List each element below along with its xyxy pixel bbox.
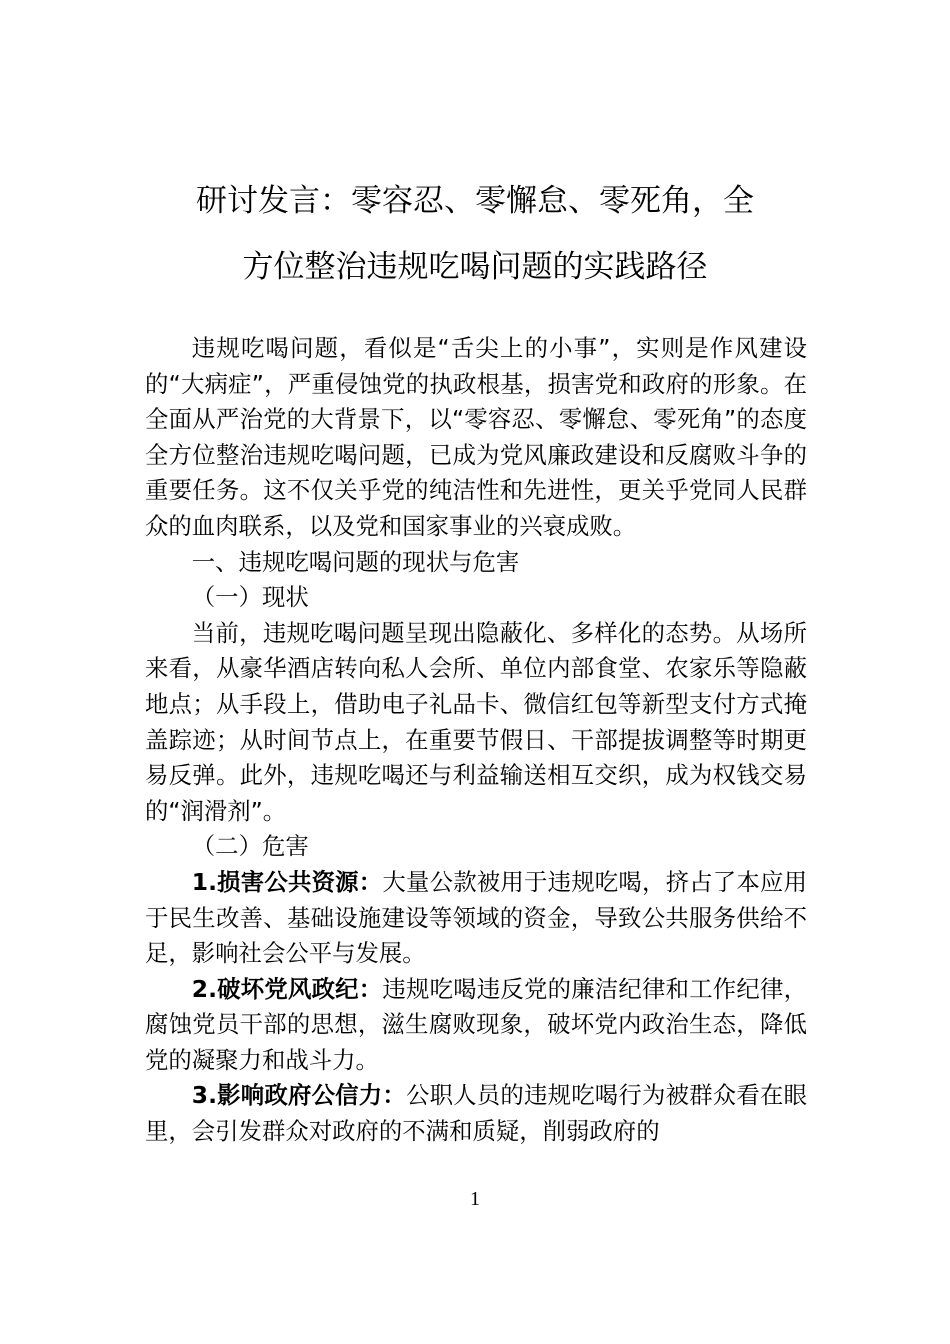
harm-item-3 — [145, 1078, 807, 1149]
page-number: 1 — [470, 1188, 480, 1210]
page-title — [145, 168, 805, 300]
harm-item-1-label: 1.损害公共资源： — [191, 867, 383, 896]
title-line-1: 研讨发言：零容忍、零懈怠、零死角，全 — [196, 183, 754, 219]
harm-item-2-label: 2.破坏党风政纪： — [191, 974, 383, 1003]
harm-item-3-text: 公职人员的违规吃喝行为被群众看在眼里，会引发群众对政府的不满和质疑，削弱政府的 — [145, 1081, 807, 1146]
status-paragraph: 当前，违规吃喝问题呈现出隐蔽化、多样化的态势。从场所来看，从豪华酒店转向私人会所、单位内部食堂、农家乐等隐蔽地点；从手段上，借助电子礼品卡、微信红包等新型支付方式掩盖踪迹；从时间节点上，在重要节假日、干部提拔调整等时期更易反弹。此外，违规吃喝还与利益输送相互交织，成为权钱交易的“润滑剂”。 — [145, 618, 807, 825]
harm-item-1-text: 大量公款被用于违规吃喝，挤占了本应用于民生改善、基础设施建设等领域的资金，导致公共服务供给不足，影响社会公平与发展。 — [145, 867, 808, 968]
harm-item-2 — [145, 972, 807, 1079]
section-heading-1: 一、违规吃喝问题的现状与危害 — [191, 547, 520, 576]
harm-item-3-label: 3.影响政府公信力： — [191, 1081, 406, 1110]
harm-item-2-text: 违规吃喝违反党的廉洁纪律和工作纪律，腐蚀党员干部的思想，滋生腐败现象，破坏党内政治生态，降低党的凝聚力和战斗力。 — [145, 974, 808, 1074]
document-body — [145, 331, 807, 1150]
subsection-heading-harm: （二）危害 — [191, 832, 309, 861]
intro-paragraph: 违规吃喝问题，看似是“舌尖上的小事”，实则是作风建设的“大病症”，严重侵蚀党的执政根基，损害党和政府的形象。在全面从严治党的大背景下，以“零容忍、零懈怠、零死角”的态度全方位整治违规吃喝问题，已成为党风廉政建设和反腐败斗争的重要任务。这不仅关乎党的纯洁性和先进性，更关乎党同人民群众的血肉联系，以及党和国家事业的兴衰成败。 — [145, 334, 807, 540]
harm-item-1 — [145, 865, 807, 972]
subsection-heading-status: （一）现状 — [191, 583, 309, 612]
title-line-2: 方位整治违规吃喝问题的实践路径 — [242, 249, 708, 285]
